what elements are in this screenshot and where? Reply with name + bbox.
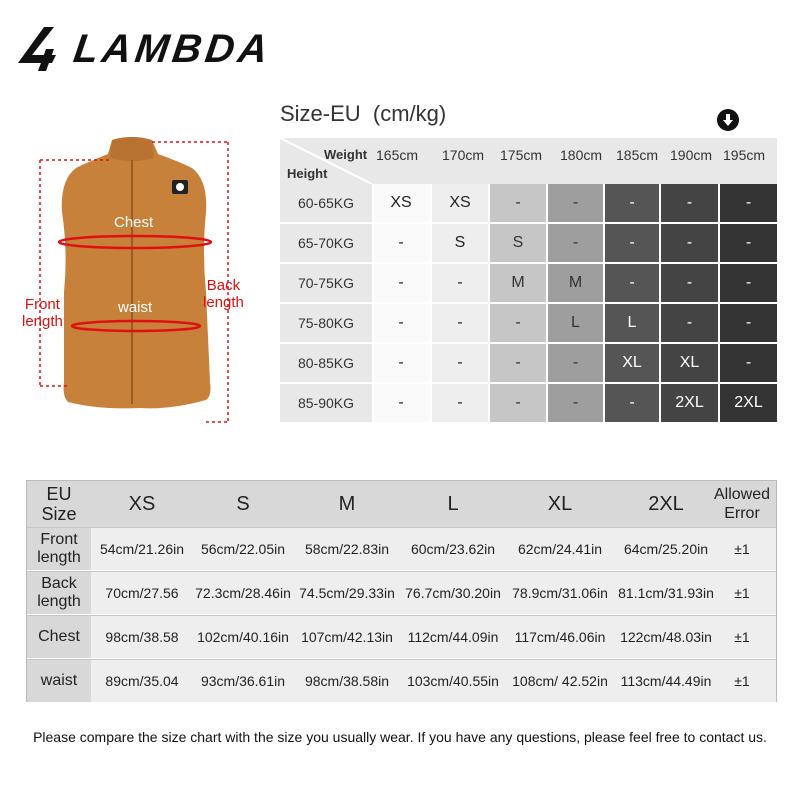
size-cell: 2XL: [661, 384, 718, 422]
size-col-header: XL: [547, 492, 573, 515]
measurement-cell: 62cm/24.41in: [517, 541, 603, 557]
measurement-row: [27, 659, 776, 702]
measurement-cell: 117cm/46.06in: [514, 629, 606, 645]
allowed-error-header: Allowed Error: [713, 486, 771, 522]
size-col-header: M: [338, 492, 356, 515]
chest-label: Chest: [114, 214, 154, 231]
size-cell: -: [720, 184, 777, 222]
size-cell: -: [490, 344, 546, 382]
weight-header: Weight: [324, 147, 368, 162]
size-cell: -: [490, 304, 546, 342]
allowed-error-cell: ±1: [734, 541, 750, 557]
weight-col-label: 175cm: [500, 147, 543, 163]
size-col-header: 2XL: [648, 492, 684, 515]
col-divider: [546, 184, 548, 425]
size-cell: -: [720, 264, 777, 302]
measurement-row-label: Back length: [27, 572, 91, 614]
measurement-cell: 58cm/22.83in: [304, 541, 390, 557]
size-cell: -: [372, 384, 430, 422]
size-cell: -: [432, 344, 488, 382]
size-cell: -: [432, 384, 488, 422]
size-cell: -: [372, 224, 430, 262]
size-cell: -: [720, 224, 777, 262]
measurement-cell: 54cm/21.26in: [99, 541, 185, 557]
measurement-row-label: Chest: [27, 616, 91, 658]
allowed-error-cell: ±1: [734, 585, 750, 601]
size-cell: -: [605, 384, 659, 422]
size-cell: -: [605, 264, 659, 302]
size-cell: XS: [432, 184, 488, 222]
measurement-cell: 74.5cm/29.33in: [299, 585, 395, 601]
size-cell: XL: [661, 344, 718, 382]
lambda-logo-mark-icon: [16, 25, 66, 73]
size-cell: -: [661, 304, 718, 342]
size-cell: S: [490, 224, 546, 262]
measurement-row: [27, 615, 776, 658]
measurement-cell: 122cm/48.03in: [620, 629, 712, 645]
size-cell: -: [548, 224, 603, 262]
measurement-cell: 56cm/22.05in: [200, 541, 286, 557]
size-cell: XS: [372, 184, 430, 222]
size-cell: -: [432, 264, 488, 302]
size-cell: -: [548, 184, 603, 222]
size-chart-title: Size-EU (cm/kg): [280, 101, 447, 126]
height-row-label: 85-90KG: [280, 384, 372, 422]
size-cell: -: [372, 264, 430, 302]
size-cell: -: [720, 304, 777, 342]
size-cell: -: [372, 344, 430, 382]
measurement-row-label: Front length: [27, 528, 91, 570]
measurement-cell: 108cm/ 42.52in: [512, 673, 608, 689]
weight-col-label: 165cm: [376, 147, 419, 163]
size-cell: -: [605, 184, 659, 222]
measurement-cell: 93cm/36.61in: [200, 673, 286, 689]
height-row-label: 70-75KG: [280, 264, 372, 302]
col-divider: [659, 184, 661, 425]
col-divider: [603, 184, 605, 425]
size-cell: -: [661, 184, 718, 222]
size-cell: -: [720, 344, 777, 382]
measurement-row: [27, 571, 776, 614]
measurement-cell: 112cm/44.09in: [407, 629, 499, 645]
eu-size-corner: EU Size: [27, 481, 91, 527]
measurement-cell: 78.9cm/31.06in: [512, 585, 608, 601]
measurement-row-label: waist: [27, 660, 91, 702]
weight-col-label: 195cm: [723, 147, 766, 163]
size-cell: -: [605, 224, 659, 262]
size-cell: -: [548, 344, 603, 382]
measurement-cell: 113cm/44.49in: [620, 673, 712, 689]
size-cell: L: [548, 304, 603, 342]
height-row-label: 60-65KG: [280, 184, 372, 222]
height-row-label: 80-85KG: [280, 344, 372, 382]
size-cell: -: [432, 304, 488, 342]
measurement-row: [27, 527, 776, 570]
waist-label: waist: [118, 299, 153, 316]
weight-col-label: 190cm: [670, 147, 713, 163]
measurement-cell: 76.7cm/30.20in: [405, 585, 501, 601]
size-cell: 2XL: [720, 384, 777, 422]
measurement-cell: 102cm/40.16in: [197, 629, 289, 645]
size-col-header: S: [236, 492, 250, 515]
size-cell: M: [490, 264, 546, 302]
measurement-header-row: [27, 481, 776, 527]
allowed-error-cell: ±1: [734, 673, 750, 689]
corner-cell: [280, 138, 372, 184]
col-divider: [372, 184, 374, 425]
weight-col-label: 185cm: [616, 147, 659, 163]
size-cell: -: [372, 304, 430, 342]
measurement-cell: 107cm/42.13in: [301, 629, 393, 645]
size-col-header: XS: [128, 492, 156, 515]
measurement-cell: 98cm/38.58in: [304, 673, 390, 689]
col-divider: [718, 184, 720, 425]
size-cell: XL: [605, 344, 659, 382]
size-cell: -: [661, 224, 718, 262]
size-cell: S: [432, 224, 488, 262]
height-row-label: 65-70KG: [280, 224, 372, 262]
measurement-cell: 72.3cm/28.46in: [195, 585, 291, 601]
size-cell: L: [605, 304, 659, 342]
measurement-cell: 70cm/27.56: [105, 585, 179, 601]
size-cell: -: [661, 264, 718, 302]
size-cell: -: [490, 384, 546, 422]
weight-col-label: 180cm: [560, 147, 603, 163]
measurement-cell: 60cm/23.62in: [410, 541, 496, 557]
size-cell: M: [548, 264, 603, 302]
height-header: Height: [287, 166, 328, 181]
col-divider: [488, 184, 490, 425]
measurement-cell: 64cm/25.20in: [623, 541, 709, 557]
footer-note: Please compare the size chart with the size you usually wear. If you have any questions, please feel free to contact us.: [33, 729, 767, 745]
size-cell: -: [548, 384, 603, 422]
weight-col-label: 170cm: [442, 147, 485, 163]
front-length-label: Front length: [22, 296, 63, 330]
brand-name: LAMBDA: [70, 26, 275, 71]
height-weight-size-grid: [280, 138, 777, 425]
measurement-table: [26, 480, 777, 702]
measurement-cell: 81.1cm/31.93in: [618, 585, 714, 601]
size-cell: -: [490, 184, 546, 222]
height-row-label: 75-80KG: [280, 304, 372, 342]
vest-illustration: [20, 132, 260, 432]
allowed-error-cell: ±1: [734, 629, 750, 645]
measurement-cell: 103cm/40.55in: [407, 673, 499, 689]
arrow-down-circle-icon: [717, 109, 739, 131]
row-divider: [280, 422, 777, 424]
measurement-cell: 98cm/38.58: [105, 629, 179, 645]
col-divider: [430, 184, 432, 425]
size-col-header: L: [447, 492, 459, 515]
brand-logo: [16, 24, 275, 74]
back-length-label: Back length: [203, 277, 244, 311]
measurement-cell: 89cm/35.04: [105, 673, 179, 689]
